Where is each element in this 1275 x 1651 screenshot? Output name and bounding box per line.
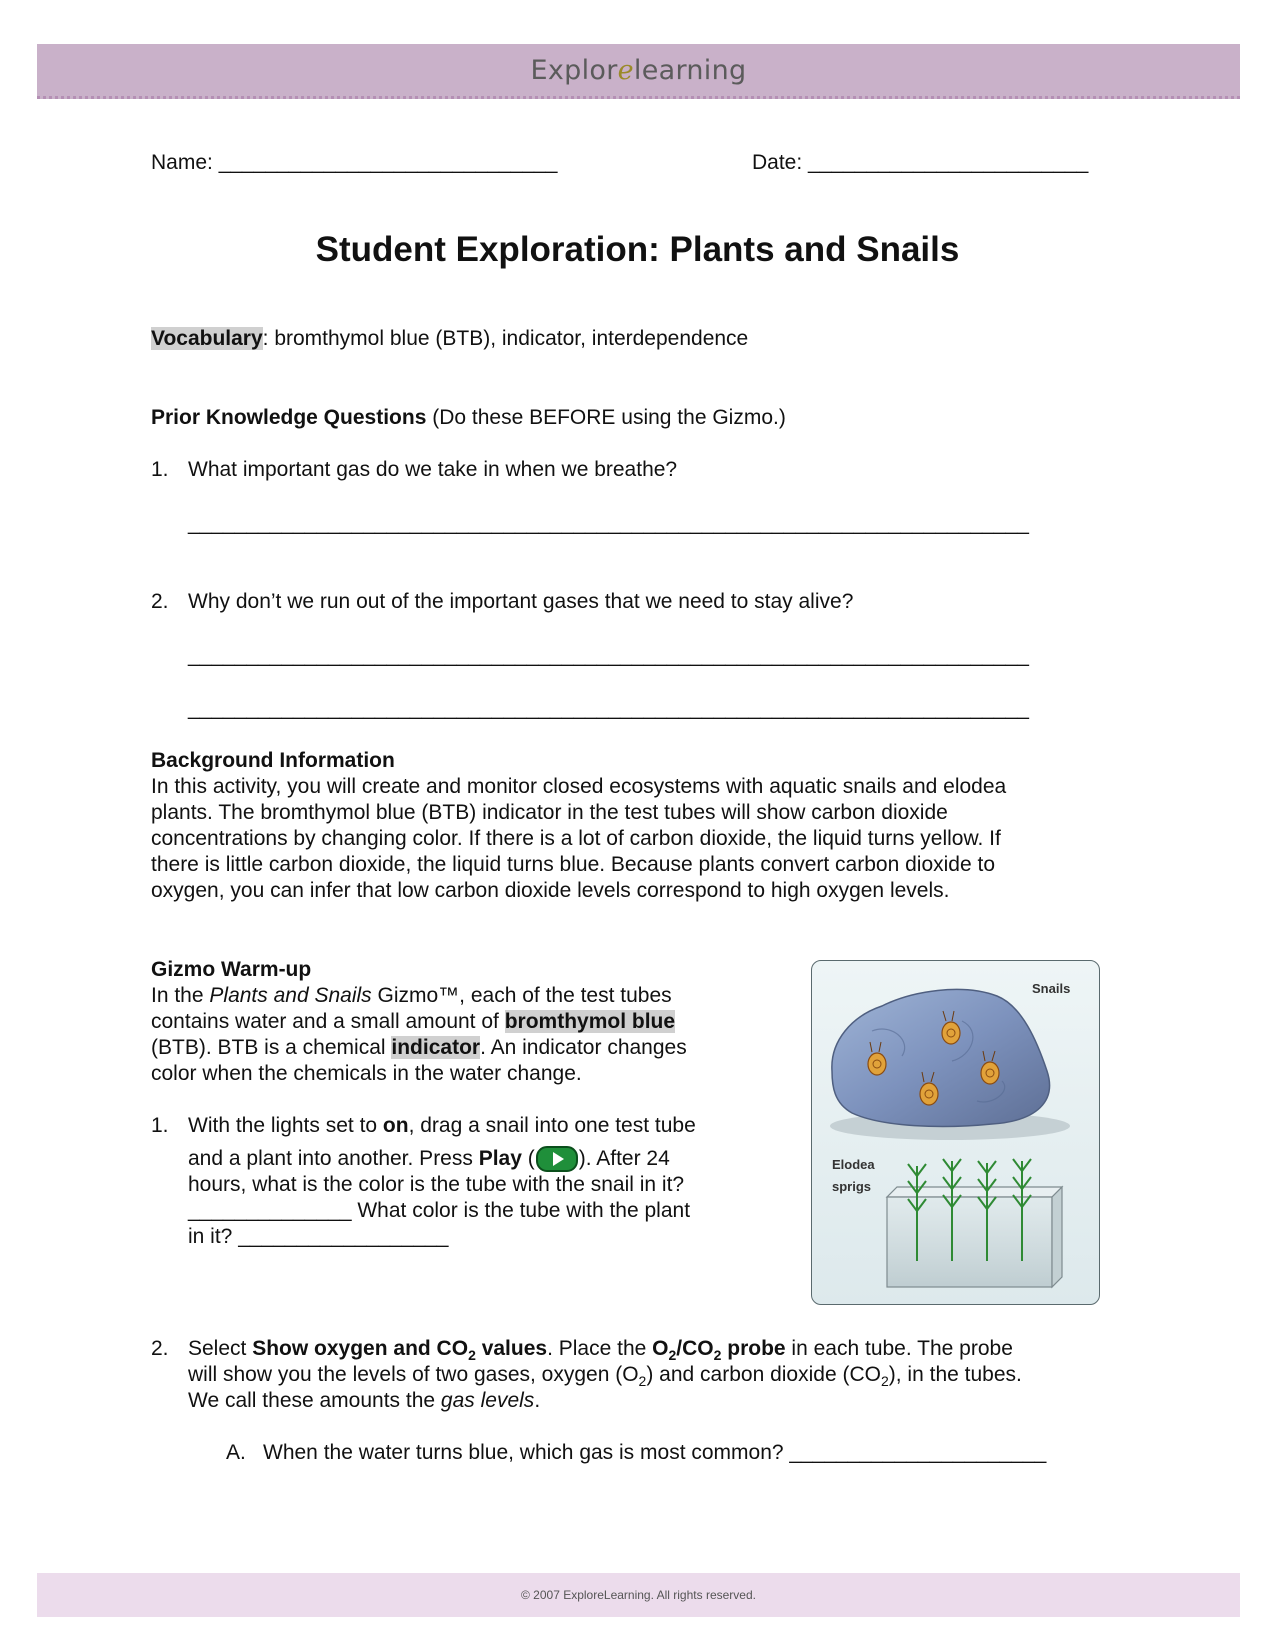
plant-tube-color-blank[interactable]: __________________ (238, 1225, 449, 1248)
warmup-q1-line-3: hours, what is the color is the tube with the snail in it? (188, 1173, 685, 1196)
prior-q2-answer-line-2[interactable]: ________________________________________________________________________ (188, 697, 1029, 720)
header-band (37, 44, 1240, 99)
warmup-q2-line-1: Select Show oxygen and $CO_2$ values. Place the $O_2/CO_2$ probe in each tube. The probe (188, 1337, 1013, 1364)
prior-q1-text: What important gas do we take in when we breathe? (188, 458, 678, 481)
date-field (752, 150, 1088, 176)
figure-label-snails: Snails (1032, 981, 1071, 996)
vocabulary-terms: : bromthymol blue (BTB), indicator, interdependence (262, 327, 749, 350)
snails-and-elodea-illustration (812, 961, 1099, 1304)
footer-band (37, 1573, 1240, 1617)
warmup-q1-line-1: With the lights set to on, drag a snail into one test tube (188, 1114, 696, 1137)
most-common-gas-blank[interactable]: ______________________ (789, 1441, 1047, 1464)
vocabulary-label: Vocabulary (151, 327, 263, 350)
warmup-q1-line-5: in it? __________________ (188, 1225, 449, 1248)
copyright-text: © 2007 ExploreLearning. All rights reserved. (521, 1588, 756, 1602)
prior-knowledge-heading: Prior Knowledge Questions (Do these BEFORE using the Gizmo.) (151, 406, 786, 429)
warmup-q1-number: 1. (151, 1114, 169, 1137)
prior-q2-number: 2. (151, 590, 169, 613)
prior-q1-answer-line[interactable]: ________________________________________________________________________ (188, 512, 1029, 535)
prior-q1-number: 1. (151, 458, 169, 481)
warmup-line-1: In the Plants and Snails Gizmo™, each of the test tubes (151, 984, 672, 1007)
background-line: plants. The bromthymol blue (BTB) indicator in the test tubes will show carbon dioxide (151, 801, 948, 824)
background-heading: Background Information (151, 749, 395, 772)
vocabulary-line (151, 326, 748, 352)
background-line: concentrations by changing color. If there is a lot of carbon dioxide, the liquid turns yellow. If (151, 827, 1001, 850)
name-label: Name: (151, 151, 213, 174)
warmup-q2-line-2: will show you the levels of two gases, oxygen $(O_2)$ and carbon dioxide $(CO_2)$, in the tubes. (188, 1363, 1022, 1390)
background-line: oxygen, you can infer that low carbon dioxide levels correspond to high oxygen levels. (151, 879, 950, 902)
background-line: In this activity, you will create and monitor closed ecosystems with aquatic snails and elodea (151, 775, 1007, 798)
warmup-heading: Gizmo Warm-up (151, 958, 312, 981)
term-indicator: indicator (391, 1036, 481, 1059)
prior-q2-answer-line-1[interactable]: ________________________________________________________________________ (188, 644, 1029, 667)
warmup-line-3: (BTB). BTB is a chemical indicator. An indicator changes (151, 1036, 687, 1059)
warmup-q2a-line: When the water turns blue, which gas is most common? ______________________ (263, 1441, 1047, 1464)
gizmo-figure (811, 960, 1100, 1305)
figure-label-elodea: Elodea (832, 1157, 875, 1172)
snail-tube-color-blank[interactable]: ______________ (188, 1199, 352, 1222)
name-blank[interactable]: _____________________________ (218, 151, 558, 174)
warmup-q1-line-2: and a plant into another. Press Play ( ). After 24 (188, 1146, 670, 1172)
play-icon (536, 1146, 578, 1172)
term-bromthymol-blue: bromthymol blue (504, 1010, 676, 1033)
warmup-q2-line-3: We call these amounts the gas levels. (188, 1389, 541, 1412)
name-field (151, 150, 557, 176)
background-line: there is little carbon dioxide, the liquid turns blue. Because plants convert carbon dioxide to (151, 853, 995, 876)
warmup-q2-number: 2. (151, 1337, 169, 1360)
explorelearning-logo: Explorelearning (530, 54, 747, 86)
date-label: Date: (752, 151, 803, 174)
date-blank[interactable]: ________________________ (808, 151, 1089, 174)
warmup-q2a-letter: A. (226, 1441, 246, 1464)
warmup-q1-line-4: ______________ What color is the tube with the plant (188, 1199, 691, 1222)
warmup-line-4: color when the chemicals in the water change. (151, 1062, 582, 1085)
page-title: Student Exploration: Plants and Snails (315, 230, 960, 269)
figure-label-sprigs: sprigs (832, 1179, 872, 1194)
prior-q2-text: Why don’t we run out of the important gases that we need to stay alive? (188, 590, 854, 613)
warmup-line-2: contains water and a small amount of bromthymol blue (151, 1010, 676, 1033)
